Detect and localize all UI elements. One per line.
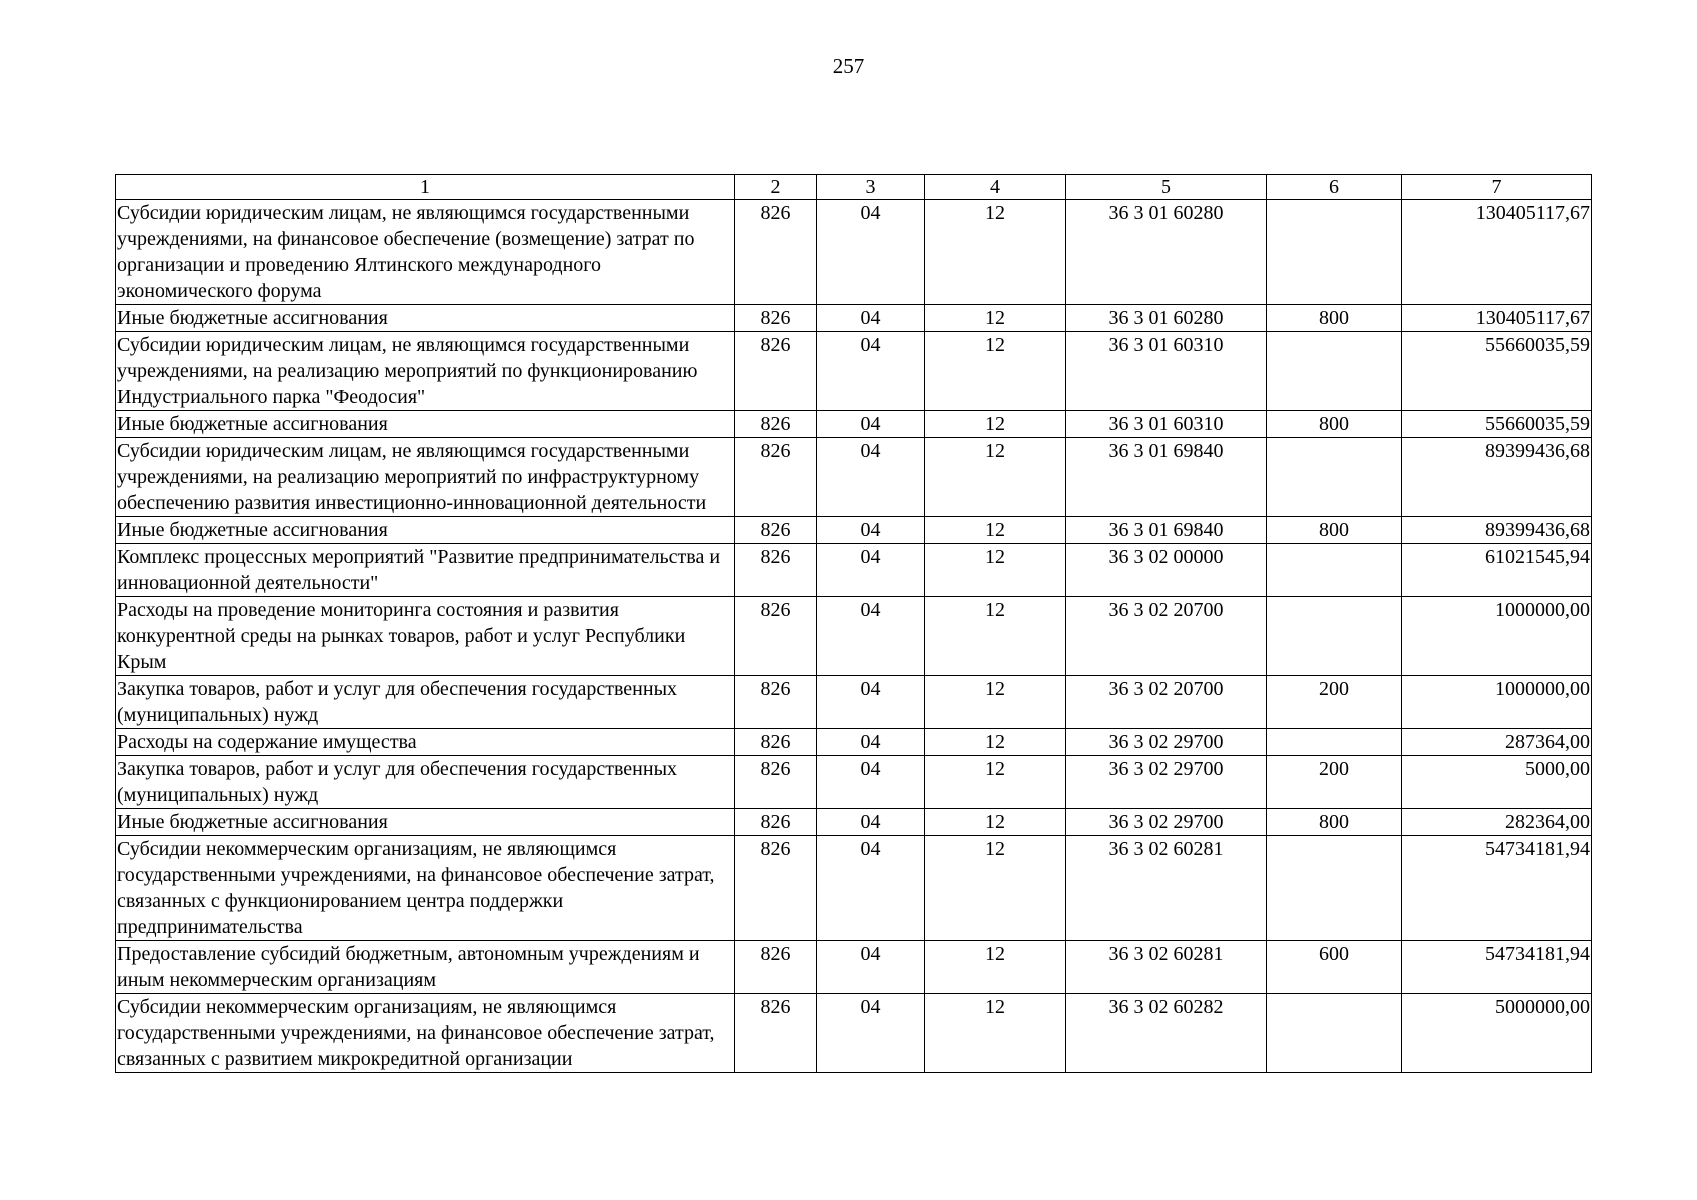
subsection-code: 12 [925,756,1066,809]
section-code: 04 [817,305,925,332]
amount: 55660035,59 [1402,332,1592,411]
expense-type-code: 800 [1267,305,1402,332]
subsection-code: 12 [925,729,1066,756]
expense-type-code [1267,544,1402,597]
expense-type-code [1267,836,1402,941]
ministry-code: 826 [735,676,817,729]
column-header-5: 5 [1066,175,1267,200]
ministry-code: 826 [735,200,817,305]
target-article-code: 36 3 01 60310 [1066,332,1267,411]
section-code: 04 [817,809,925,836]
ministry-code: 826 [735,809,817,836]
amount: 1000000,00 [1402,597,1592,676]
column-header-4: 4 [925,175,1066,200]
subsection-code: 12 [925,544,1066,597]
table-row [116,941,1592,994]
expense-name: Предоставление субсидий бюджетным, автономным учреждениям и иным некоммерческим организациям [116,941,735,994]
ministry-code: 826 [735,305,817,332]
column-header-6: 6 [1267,175,1402,200]
expense-type-code [1267,200,1402,305]
target-article-code: 36 3 02 20700 [1066,597,1267,676]
amount: 55660035,59 [1402,411,1592,438]
expense-name: Субсидии юридическим лицам, не являющимся государственными учреждениями, на финансовое обеспечение (возмещение) затрат по организации и проведению Ялтинского международного экономического форума [116,200,735,305]
amount: 5000000,00 [1402,994,1592,1073]
section-code: 04 [817,729,925,756]
expense-type-code: 600 [1267,941,1402,994]
amount: 54734181,94 [1402,941,1592,994]
amount: 5000,00 [1402,756,1592,809]
table-row [116,836,1592,941]
section-code: 04 [817,438,925,517]
target-article-code: 36 3 02 60282 [1066,994,1267,1073]
expense-type-code [1267,729,1402,756]
section-code: 04 [817,756,925,809]
expense-name: Расходы на содержание имущества [116,729,735,756]
header-row [116,175,1592,200]
table-row [116,438,1592,517]
subsection-code: 12 [925,305,1066,332]
expense-name: Иные бюджетные ассигнования [116,809,735,836]
expense-type-code [1267,332,1402,411]
target-article-code: 36 3 01 60280 [1066,200,1267,305]
ministry-code: 826 [735,544,817,597]
target-article-code: 36 3 02 29700 [1066,756,1267,809]
section-code: 04 [817,941,925,994]
section-code: 04 [817,517,925,544]
amount: 130405117,67 [1402,305,1592,332]
expense-type-code: 200 [1267,756,1402,809]
column-header-1: 1 [116,175,735,200]
target-article-code: 36 3 02 20700 [1066,676,1267,729]
table-row [116,994,1592,1073]
ministry-code: 826 [735,438,817,517]
subsection-code: 12 [925,411,1066,438]
target-article-code: 36 3 02 60281 [1066,836,1267,941]
ministry-code: 826 [735,411,817,438]
table-body [116,200,1592,1073]
expense-name: Субсидии некоммерческим организациям, не являющимся государственными учреждениями, на финансовое обеспечение затрат, связанных с функционированием центра поддержки предпринимательства [116,836,735,941]
amount: 89399436,68 [1402,438,1592,517]
amount: 130405117,67 [1402,200,1592,305]
ministry-code: 826 [735,756,817,809]
target-article-code: 36 3 01 60310 [1066,411,1267,438]
table-row [116,305,1592,332]
subsection-code: 12 [925,676,1066,729]
expense-name: Закупка товаров, работ и услуг для обеспечения государственных (муниципальных) нужд [116,676,735,729]
subsection-code: 12 [925,200,1066,305]
expense-name: Субсидии юридическим лицам, не являющимся государственными учреждениями, на реализацию мероприятий по инфраструктурному обеспечению развития инвестиционно-инновационной деятельности [116,438,735,517]
section-code: 04 [817,332,925,411]
table-row [116,411,1592,438]
page-number: 257 [832,54,865,78]
amount: 89399436,68 [1402,517,1592,544]
column-header-2: 2 [735,175,817,200]
ministry-code: 826 [735,994,817,1073]
target-article-code: 36 3 02 00000 [1066,544,1267,597]
table-row [116,517,1592,544]
expense-type-code [1267,597,1402,676]
expense-name: Субсидии юридическим лицам, не являющимся государственными учреждениями, на реализацию мероприятий по функционированию Индустриального парка "Феодосия" [116,332,735,411]
expense-type-code: 200 [1267,676,1402,729]
expense-name: Субсидии некоммерческим организациям, не являющимся государственными учреждениями, на финансовое обеспечение затрат, связанных с развитием микрокредитной организации [116,994,735,1073]
subsection-code: 12 [925,517,1066,544]
target-article-code: 36 3 02 60281 [1066,941,1267,994]
amount: 61021545,94 [1402,544,1592,597]
target-article-code: 36 3 01 69840 [1066,517,1267,544]
expense-name: Иные бюджетные ассигнования [116,411,735,438]
table-row [116,200,1592,305]
table-row [116,332,1592,411]
subsection-code: 12 [925,809,1066,836]
table-row [116,729,1592,756]
column-header-3: 3 [817,175,925,200]
target-article-code: 36 3 01 60280 [1066,305,1267,332]
section-code: 04 [817,200,925,305]
amount: 287364,00 [1402,729,1592,756]
column-header-7: 7 [1402,175,1592,200]
ministry-code: 826 [735,729,817,756]
expense-name: Расходы на проведение мониторинга состояния и развития конкурентной среды на рынках товаров, работ и услуг Республики Крым [116,597,735,676]
amount: 282364,00 [1402,809,1592,836]
ministry-code: 826 [735,517,817,544]
expense-type-code [1267,994,1402,1073]
table-row [116,597,1592,676]
subsection-code: 12 [925,332,1066,411]
target-article-code: 36 3 02 29700 [1066,729,1267,756]
expense-name: Комплекс процессных мероприятий "Развитие предпринимательства и инновационной деятельности" [116,544,735,597]
subsection-code: 12 [925,941,1066,994]
table-row [116,756,1592,809]
expense-type-code: 800 [1267,411,1402,438]
expense-name: Закупка товаров, работ и услуг для обеспечения государственных (муниципальных) нужд [116,756,735,809]
section-code: 04 [817,544,925,597]
subsection-code: 12 [925,994,1066,1073]
subsection-code: 12 [925,836,1066,941]
ministry-code: 826 [735,332,817,411]
expense-name: Иные бюджетные ассигнования [116,517,735,544]
target-article-code: 36 3 01 69840 [1066,438,1267,517]
expense-type-code: 800 [1267,517,1402,544]
ministry-code: 826 [735,941,817,994]
subsection-code: 12 [925,597,1066,676]
table-row [116,676,1592,729]
ministry-code: 826 [735,836,817,941]
target-article-code: 36 3 02 29700 [1066,809,1267,836]
expense-name: Иные бюджетные ассигнования [116,305,735,332]
table-row [116,809,1592,836]
subsection-code: 12 [925,438,1066,517]
amount: 54734181,94 [1402,836,1592,941]
section-code: 04 [817,836,925,941]
expense-type-code [1267,438,1402,517]
table-header [116,175,1592,200]
ministry-code: 826 [735,597,817,676]
section-code: 04 [817,994,925,1073]
section-code: 04 [817,411,925,438]
table-row [116,544,1592,597]
expense-type-code: 800 [1267,809,1402,836]
section-code: 04 [817,676,925,729]
amount: 1000000,00 [1402,676,1592,729]
budget-table [115,174,1592,1073]
section-code: 04 [817,597,925,676]
